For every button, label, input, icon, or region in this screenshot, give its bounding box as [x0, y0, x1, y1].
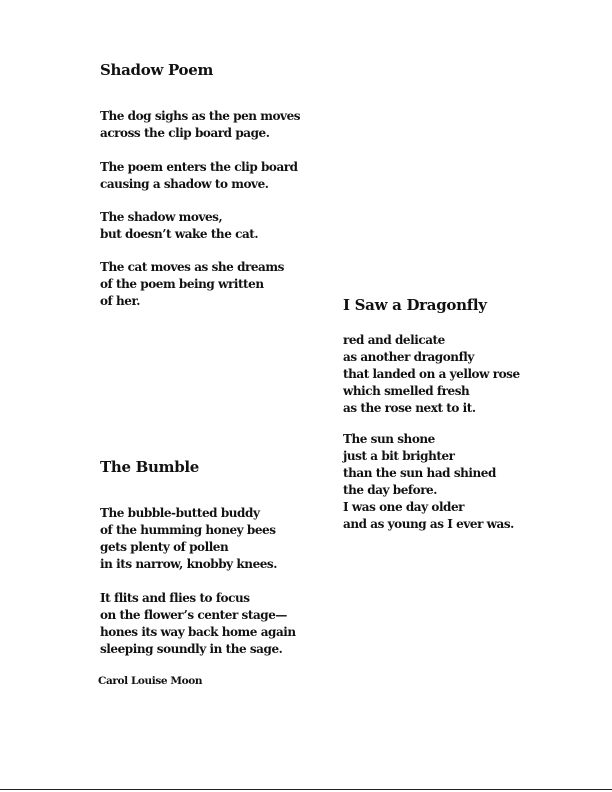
- poem-line: just a bit brighter: [343, 449, 455, 463]
- poem-line: hones its way back home again: [100, 625, 296, 639]
- poem-line: The bubble-butted buddy: [100, 506, 260, 520]
- poem-line: the day before.: [343, 483, 437, 497]
- dragonfly-poem-title: I Saw a Dragonfly: [343, 296, 487, 314]
- bumble-poem-stanza-1: [100, 505, 277, 573]
- poem-line: of her.: [100, 294, 140, 308]
- poem-line: but doesn’t wake the cat.: [100, 227, 259, 241]
- shadow-poem-title: Shadow Poem: [100, 61, 214, 79]
- poem-line: of the poem being written: [100, 277, 264, 291]
- shadow-poem-stanza-3: [100, 209, 258, 243]
- poem-line: red and delicate: [343, 333, 445, 347]
- shadow-poem-stanza-4: [100, 259, 284, 310]
- poem-line: The shadow moves,: [100, 210, 223, 224]
- bumble-poem-stanza-2: [100, 590, 296, 658]
- poem-line: across the clip board page.: [100, 126, 270, 140]
- poem-line: gets plenty of pollen: [100, 540, 229, 554]
- poem-line: in its narrow, knobby knees.: [100, 557, 277, 571]
- dragonfly-poem-stanza-2: [343, 431, 514, 533]
- bumble-poem-title: The Bumble: [100, 458, 200, 476]
- poem-line: as the rose next to it.: [343, 401, 476, 415]
- page-bottom-rule: [0, 789, 612, 790]
- author-name: Carol Louise Moon: [98, 675, 203, 687]
- shadow-poem-stanza-2: [100, 159, 298, 193]
- poem-line: that landed on a yellow rose: [343, 367, 520, 381]
- poem-line: on the flower’s center stage—: [100, 608, 287, 622]
- poem-line: as another dragonfly: [343, 350, 474, 364]
- poem-line: The cat moves as she dreams: [100, 260, 284, 274]
- poem-line: The sun shone: [343, 432, 435, 446]
- poem-line: I was one day older: [343, 500, 465, 514]
- shadow-poem-stanza-1: [100, 108, 300, 142]
- poem-line: causing a shadow to move.: [100, 177, 269, 191]
- poem-line: It flits and flies to focus: [100, 591, 250, 605]
- poem-line: The dog sighs as the pen moves: [100, 109, 301, 123]
- poem-line: of the humming honey bees: [100, 523, 276, 537]
- poem-line: which smelled fresh: [343, 384, 470, 398]
- poem-line: than the sun had shined: [343, 466, 496, 480]
- poem-line: sleeping soundly in the sage.: [100, 642, 283, 656]
- poem-line: The poem enters the clip board: [100, 160, 298, 174]
- poem-line: and as young as I ever was.: [343, 517, 514, 531]
- dragonfly-poem-stanza-1: [343, 332, 520, 417]
